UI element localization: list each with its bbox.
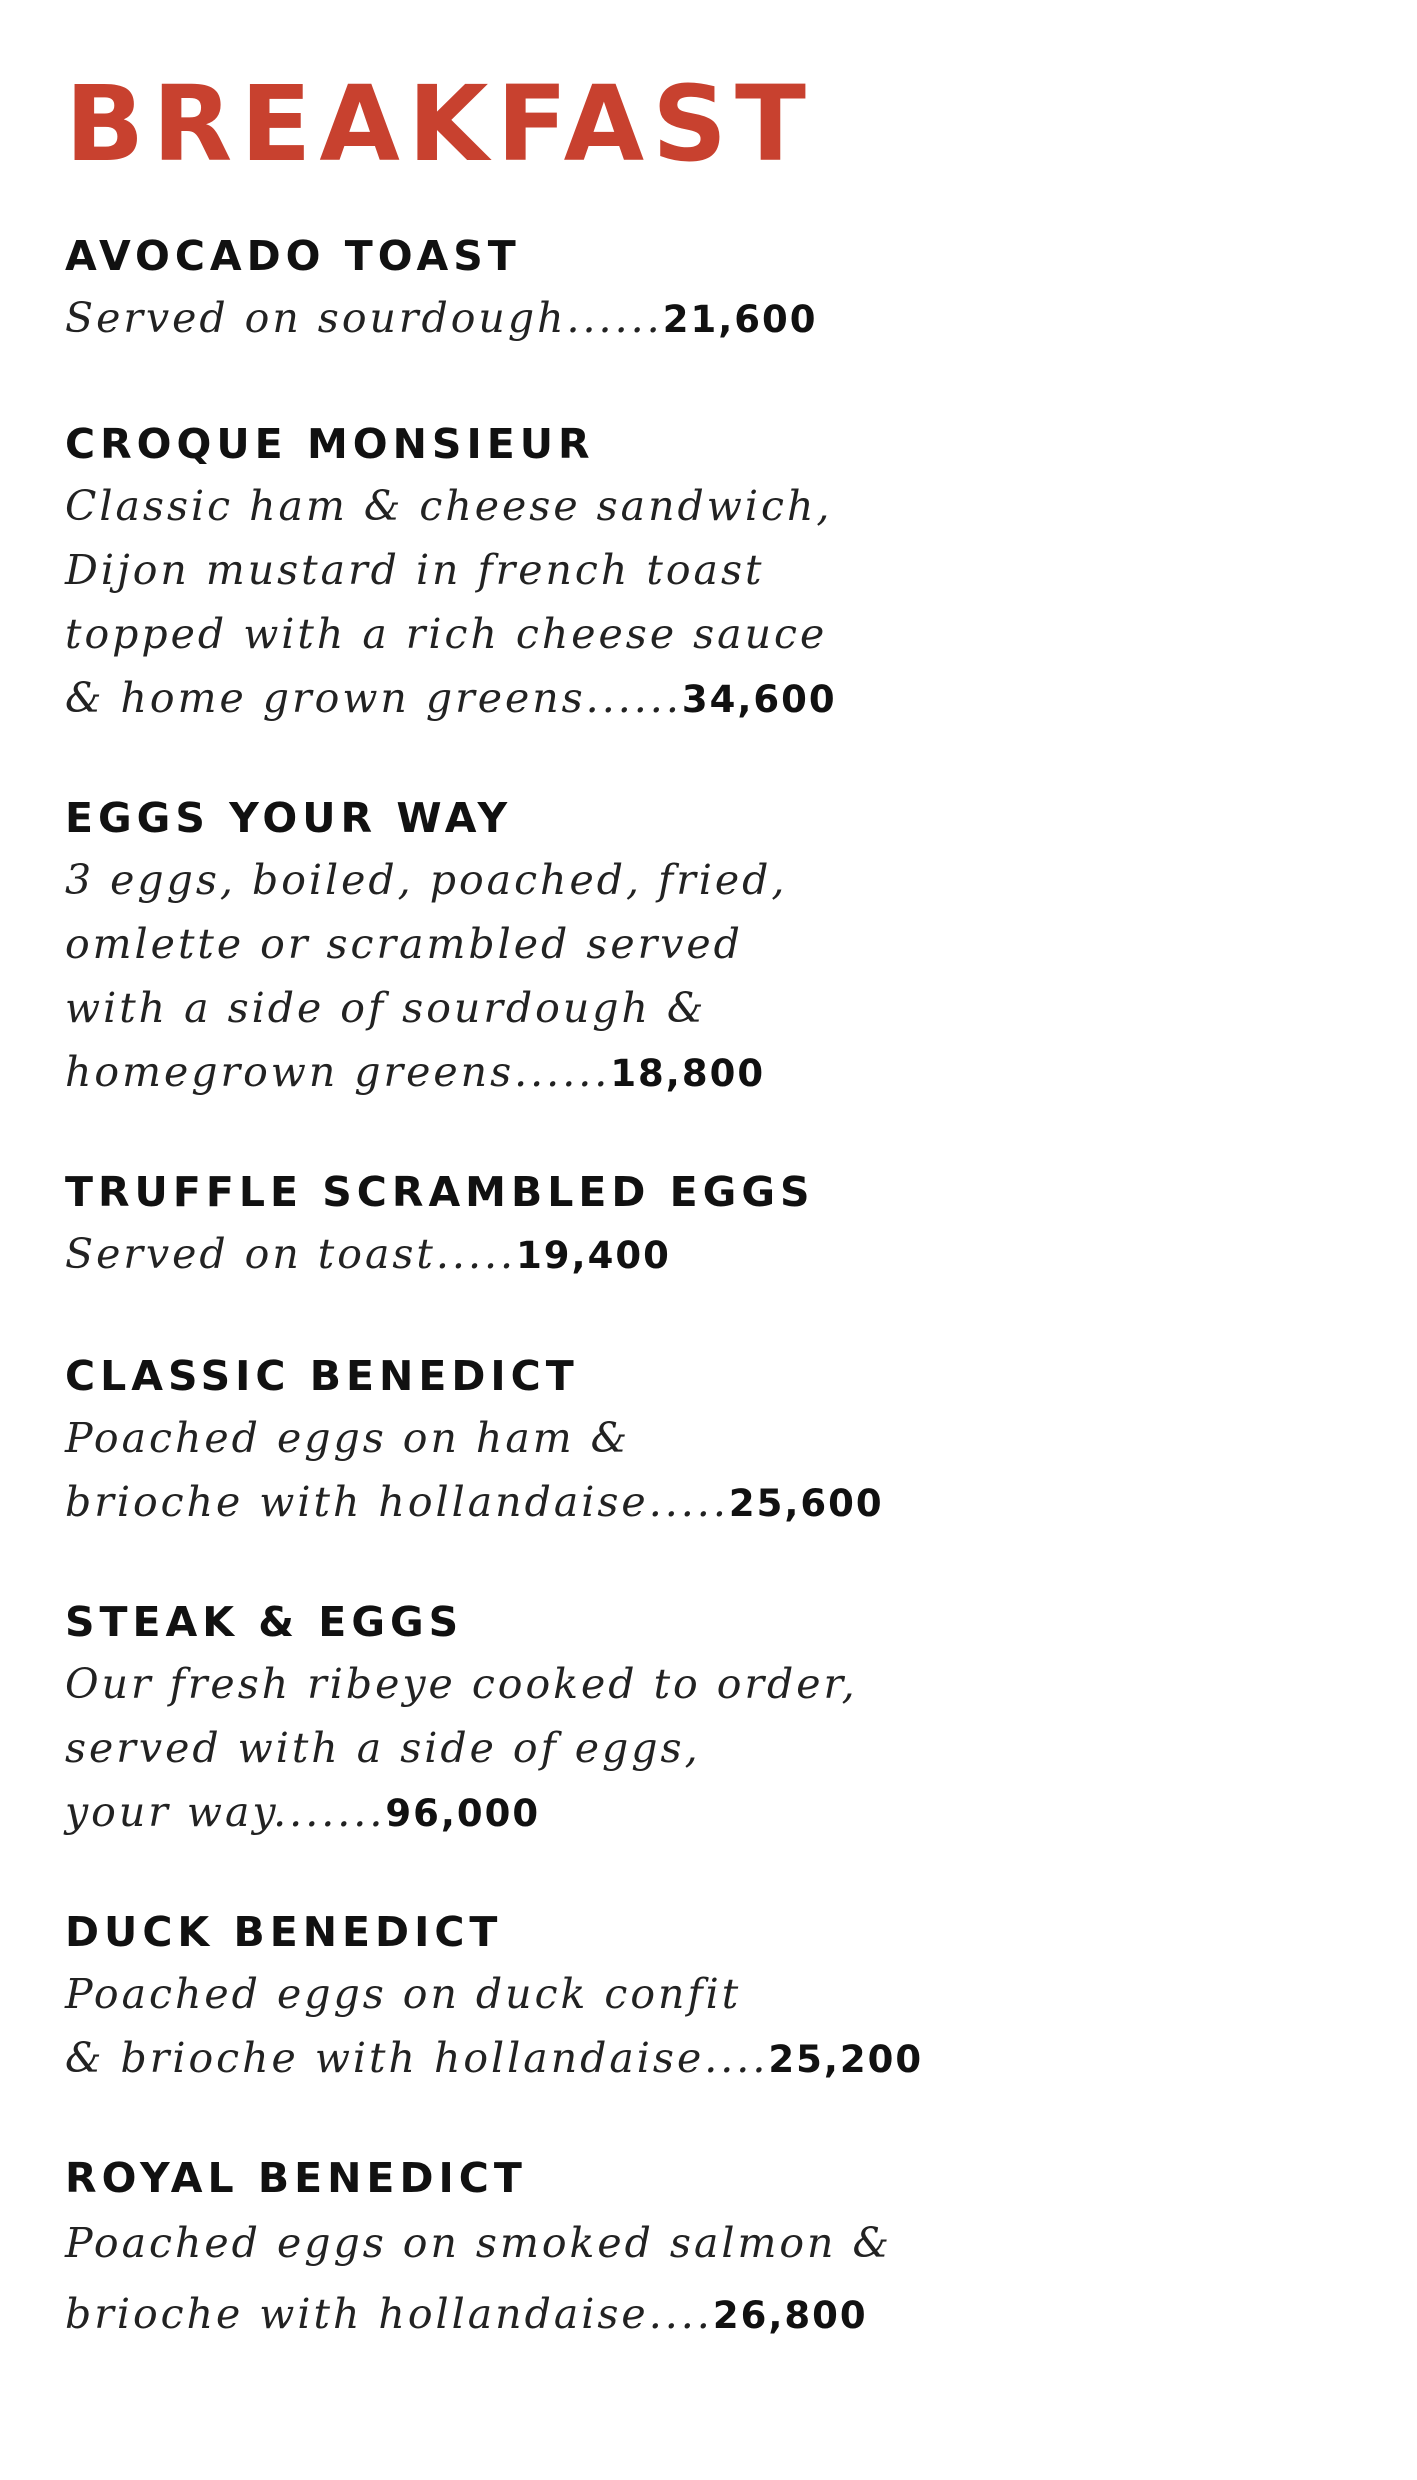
menu-item-truffle-scrambled-eggs: [65, 1162, 1315, 1288]
item-price: 19,400: [516, 1234, 671, 1277]
item-description: [65, 1962, 1315, 2092]
item-price: 96,000: [385, 1792, 541, 1835]
item-description-line: served with a side of eggs,: [65, 1724, 701, 1772]
item-name: STEAK & EGGS: [65, 1598, 464, 1646]
item-description-line: your way.......96,000: [65, 1788, 541, 1836]
menu-item-avocado-toast: [65, 226, 1315, 352]
item-description-line: Poached eggs on smoked salmon &: [65, 2219, 892, 2267]
item-description-line: Served on sourdough......21,600: [65, 294, 818, 342]
menu-item-eggs-your-way: [65, 788, 1315, 1106]
item-name: CROQUE MONSIEUR: [65, 420, 595, 468]
item-description: [65, 1652, 1315, 1846]
item-name: AVOCADO TOAST: [65, 232, 521, 280]
item-description-line: Poached eggs on duck confit: [65, 1970, 742, 2018]
item-description: [65, 848, 1315, 1106]
item-description-line: with a side of sourdough &: [65, 984, 707, 1032]
item-description-line: homegrown greens......18,800: [65, 1048, 766, 1096]
item-description-line: Classic ham & cheese sandwich,: [65, 482, 833, 530]
item-description-line: Our fresh ribeye cooked to order,: [65, 1660, 858, 1708]
menu-item-steak-and-eggs: [65, 1592, 1315, 1846]
item-name: EGGS YOUR WAY: [65, 794, 513, 842]
menu-title: BREAKFAST: [65, 63, 814, 185]
item-description-line: & home grown greens......34,600: [65, 674, 837, 722]
menu-item-classic-benedict: [65, 1346, 1315, 1536]
item-description-line: brioche with hollandaise....26,800: [65, 2290, 868, 2338]
item-description-line: Served on toast.....19,400: [65, 1230, 671, 1278]
item-price: 18,800: [610, 1052, 766, 1095]
item-price: 21,600: [662, 298, 818, 341]
menu-item-royal-benedict: [65, 2148, 1315, 2351]
item-description-line: & brioche with hollandaise....25,200: [65, 2034, 924, 2082]
menu-item-duck-benedict: [65, 1902, 1315, 2092]
item-price: 25,600: [728, 1482, 884, 1525]
item-description-line: 3 eggs, boiled, poached, fried,: [65, 856, 788, 904]
item-price: 25,200: [768, 2038, 924, 2081]
item-description: [65, 474, 1315, 732]
item-description-line: omlette or scrambled served: [65, 920, 743, 968]
item-description-line: brioche with hollandaise.....25,600: [65, 1478, 884, 1526]
item-description: [65, 1222, 1315, 1288]
item-price: 34,600: [681, 678, 837, 721]
item-name: DUCK BENEDICT: [65, 1908, 503, 1956]
item-description: [65, 286, 1315, 352]
item-description-line: Poached eggs on ham &: [65, 1414, 631, 1462]
menu-item-croque-monsieur: [65, 414, 1315, 732]
item-description-line: topped with a rich cheese sauce: [65, 610, 828, 658]
item-price: 26,800: [712, 2294, 868, 2337]
item-description-line: Dijon mustard in french toast: [65, 546, 765, 594]
item-description: [65, 2208, 1315, 2351]
item-name: CLASSIC BENEDICT: [65, 1352, 579, 1400]
item-description: [65, 1406, 1315, 1536]
item-name: TRUFFLE SCRAMBLED EGGS: [65, 1168, 815, 1216]
item-name: ROYAL BENEDICT: [65, 2154, 527, 2202]
